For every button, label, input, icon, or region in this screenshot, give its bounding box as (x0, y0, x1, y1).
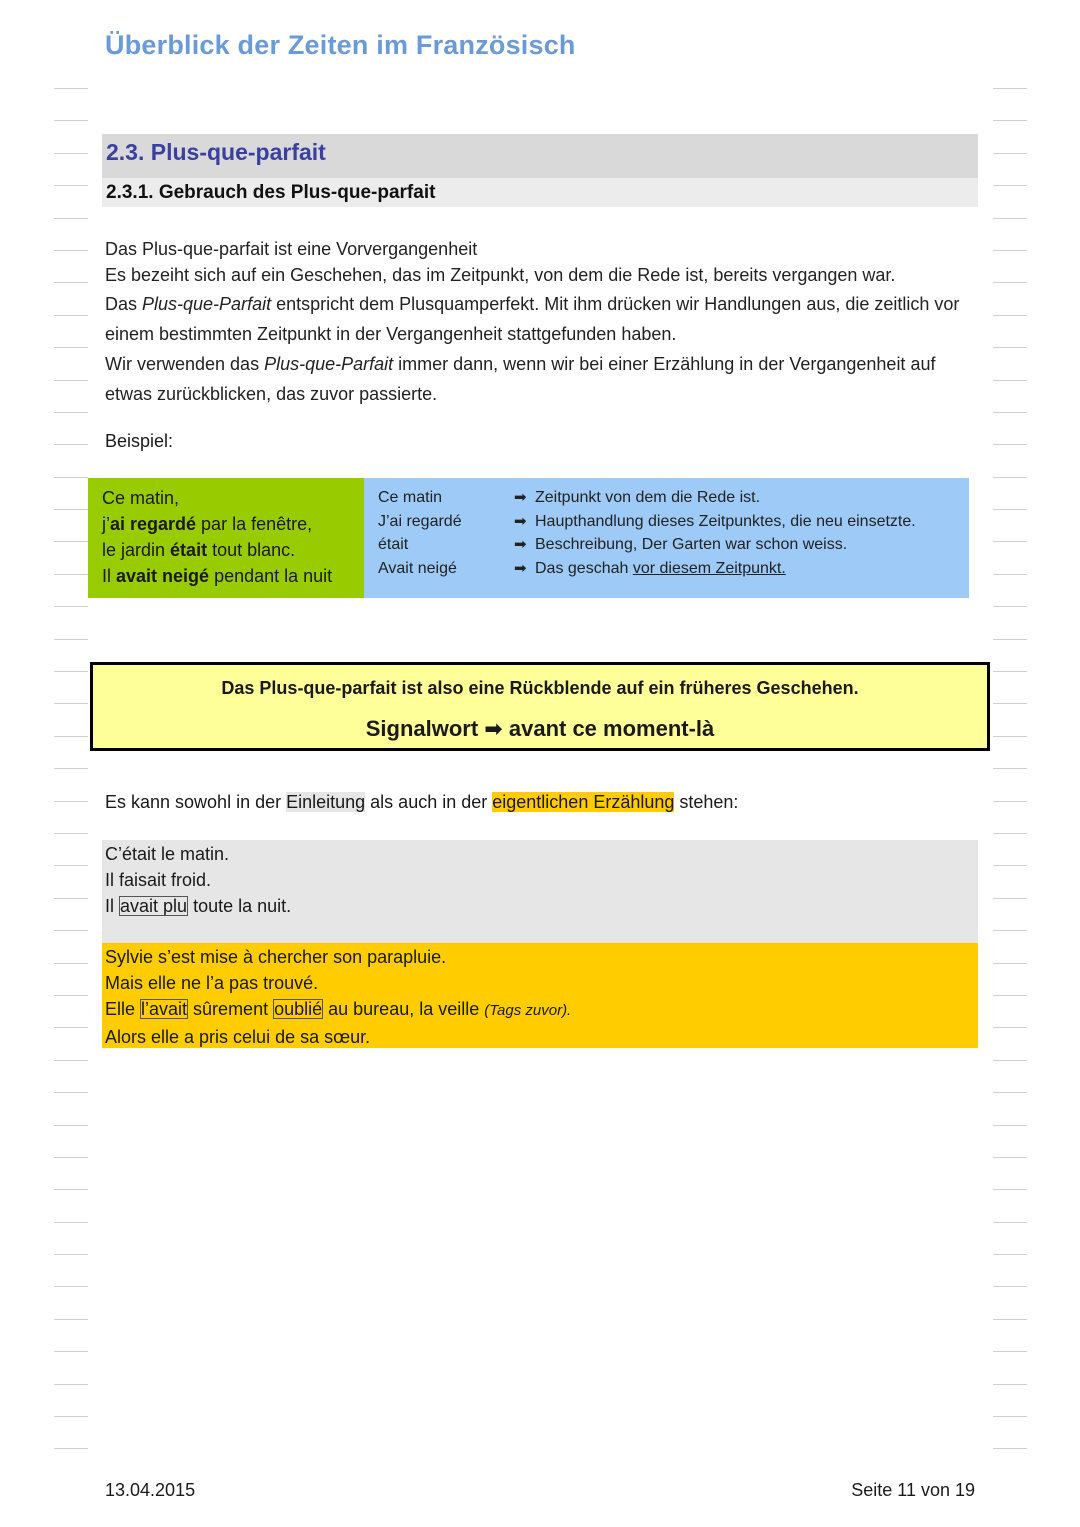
margin-line (54, 1189, 88, 1221)
explanation-item: ➡ Haupthandlung dieses Zeitpunktes, die neu einsetzte. (514, 510, 916, 534)
right-margin-lines (993, 88, 1027, 1481)
margin-line (54, 412, 88, 444)
einleitung-example-box (102, 840, 978, 943)
footer-date: 13.04.2015 (105, 1480, 196, 1500)
margin-line (54, 1060, 88, 1092)
margin-line (54, 218, 88, 250)
margin-line (54, 930, 88, 962)
term-item: Avait neigé (378, 559, 457, 577)
margin-line (993, 1189, 1027, 1221)
margin-line (54, 801, 88, 833)
margin-line (993, 801, 1027, 833)
explanation-item: ➡ Zeitpunkt von dem die Rede ist. (514, 486, 916, 510)
margin-line (54, 541, 88, 573)
margin-line (54, 1351, 88, 1383)
erzaehlung-example-box (102, 943, 978, 1048)
margin-line (993, 1254, 1027, 1286)
summary-callout (90, 662, 990, 751)
margin-line (993, 1027, 1027, 1059)
margin-line (54, 671, 88, 703)
margin-line (993, 541, 1027, 573)
margin-line (54, 153, 88, 185)
margin-line (993, 865, 1027, 897)
highlight-einleitung: Einleitung (286, 792, 366, 812)
margin-line (54, 606, 88, 638)
highlight-erzaehlung: eigentlichen Erzählung (492, 792, 675, 812)
margin-line (993, 315, 1027, 347)
margin-line (54, 1092, 88, 1124)
margin-line (993, 218, 1027, 250)
margin-line (993, 1448, 1027, 1480)
margin-line (54, 185, 88, 217)
french-line: Ce matin, (102, 488, 180, 508)
term-item: était (378, 536, 409, 553)
example-line: C’était le matin. (105, 844, 230, 864)
section-heading: 2.3. Plus-que-parfait (102, 134, 978, 178)
margin-line (54, 703, 88, 735)
margin-line (993, 509, 1027, 541)
margin-line (54, 250, 88, 282)
margin-line (54, 1222, 88, 1254)
right-arrow-icon: ➡ (484, 716, 503, 741)
margin-line (993, 833, 1027, 865)
example-explanations (514, 486, 916, 580)
margin-line (993, 250, 1027, 282)
margin-line (54, 509, 88, 541)
margin-line (993, 606, 1027, 638)
subsection-heading: 2.3.1. Gebrauch des Plus-que-parfait (102, 178, 978, 207)
callout-statement: Das Plus-que-parfait ist also eine Rückblende auf ein früheres Geschehen. (221, 678, 859, 698)
usage-intro: Es kann sowohl in der Einleitung als auch in der eigentlichen Erzählung stehen: (105, 792, 739, 812)
margin-line (993, 477, 1027, 509)
margin-line (54, 444, 88, 476)
margin-line (993, 768, 1027, 800)
margin-line (993, 1060, 1027, 1092)
term-italic: Plus-que-Parfait (264, 354, 394, 374)
margin-line (54, 1254, 88, 1286)
french-line: j’ai regardé par la fenêtre, (102, 514, 313, 534)
margin-line (993, 120, 1027, 152)
french-line: le jardin était tout blanc. (102, 540, 296, 560)
margin-line (993, 88, 1027, 120)
margin-line (54, 1286, 88, 1318)
example-line: Sylvie s’est mise à chercher son parapluie. (105, 947, 447, 967)
margin-line (993, 380, 1027, 412)
margin-line (54, 1448, 88, 1480)
margin-line (993, 444, 1027, 476)
margin-line (54, 1157, 88, 1189)
margin-line (993, 995, 1027, 1027)
explanation-item: ➡ Beschreibung, Der Garten war schon weiss. (514, 533, 916, 557)
term-item: J’ai regardé (378, 512, 462, 530)
margin-line (54, 963, 88, 995)
margin-line (54, 380, 88, 412)
callout-signal: Signalwort ➡ avant ce moment-là (365, 716, 715, 741)
margin-line (993, 1125, 1027, 1157)
margin-line (54, 1416, 88, 1448)
right-arrow-icon: ➡ (514, 512, 527, 530)
margin-line (993, 671, 1027, 703)
usage-paragraph: Wir verwenden das Plus-que-Parfait immer dann, wenn wir bei einer Erzählung in der Vergangenheit auf etwas zurückblicken, das zuvor passierte. (105, 354, 936, 404)
example-terms (378, 486, 462, 580)
term-italic: Plus-que-Parfait (142, 294, 272, 314)
margin-line (993, 898, 1027, 930)
margin-line (993, 282, 1027, 314)
boxed-verb: avait plu (120, 896, 188, 916)
margin-line (993, 736, 1027, 768)
margin-line (993, 963, 1027, 995)
example-explanation-box (364, 478, 969, 598)
margin-line (54, 898, 88, 930)
margin-line (54, 315, 88, 347)
right-arrow-icon: ➡ (514, 536, 527, 553)
margin-line (993, 1286, 1027, 1318)
margin-line (993, 574, 1027, 606)
left-margin-lines (54, 88, 88, 1481)
margin-line (54, 768, 88, 800)
example-line: Mais elle ne l’a pas trouvé. (105, 973, 319, 993)
example-line: Il faisait froid. (105, 870, 212, 890)
french-line: Il avait neigé pendant la nuit (102, 566, 333, 586)
margin-line (993, 1384, 1027, 1416)
margin-line (993, 1092, 1027, 1124)
margin-line (54, 1125, 88, 1157)
margin-line (993, 412, 1027, 444)
margin-line (54, 477, 88, 509)
right-arrow-icon: ➡ (514, 489, 527, 506)
margin-line (993, 1222, 1027, 1254)
margin-line (54, 833, 88, 865)
intro-line-1: Das Plus-que-parfait ist eine Vorvergangenheit (105, 239, 478, 259)
term-item: Ce matin (378, 489, 443, 506)
margin-line (54, 865, 88, 897)
margin-line (993, 639, 1027, 671)
margin-line (54, 639, 88, 671)
margin-line (993, 1319, 1027, 1351)
margin-line (54, 1027, 88, 1059)
example-label: Beispiel: (105, 431, 174, 451)
margin-line (993, 153, 1027, 185)
margin-line (54, 1319, 88, 1351)
example-line: Il avait plu toute la nuit. (105, 896, 292, 916)
margin-line (993, 930, 1027, 962)
margin-line (993, 1157, 1027, 1189)
margin-line (54, 1384, 88, 1416)
note-italic: (Tags zuvor). (484, 1002, 572, 1019)
intro-line-2: Es bezeiht sich auf ein Geschehen, das im Zeitpunkt, von dem die Rede ist, bereits vergangen war. (105, 265, 896, 285)
boxed-verb: l’avait (141, 999, 188, 1019)
example-line: Elle l’avait sûrement oublié au bureau, la veille (Tags zuvor). (105, 999, 572, 1019)
margin-line (54, 347, 88, 379)
margin-line (54, 995, 88, 1027)
plusquamperfekt-paragraph: Das Plus-que-Parfait entspricht dem Plusquamperfekt. Mit ihm drücken wir Handlungen aus, die zeitlich vor einem bestimmten Zeitpunkt in der Vergangenheit stattgefunden haben. (105, 294, 960, 344)
margin-line (993, 1416, 1027, 1448)
example-french-box (88, 478, 364, 598)
boxed-verb: oublié (274, 999, 323, 1019)
right-arrow-icon: ➡ (514, 559, 527, 577)
margin-line (54, 282, 88, 314)
margin-line (993, 347, 1027, 379)
example-line: Alors elle a pris celui de sa sœur. (105, 1027, 371, 1047)
intro-paragraph (105, 236, 985, 288)
footer-page-number: Seite 11 von 19 (851, 1480, 975, 1500)
margin-line (54, 120, 88, 152)
margin-line (54, 736, 88, 768)
margin-line (993, 185, 1027, 217)
margin-line (993, 1351, 1027, 1383)
margin-line (993, 703, 1027, 735)
document-title: Überblick der Zeiten im Französisch (105, 30, 576, 60)
explanation-item: ➡ Das geschah vor diesem Zeitpunkt. (514, 557, 916, 581)
margin-line (54, 574, 88, 606)
margin-line (54, 88, 88, 120)
